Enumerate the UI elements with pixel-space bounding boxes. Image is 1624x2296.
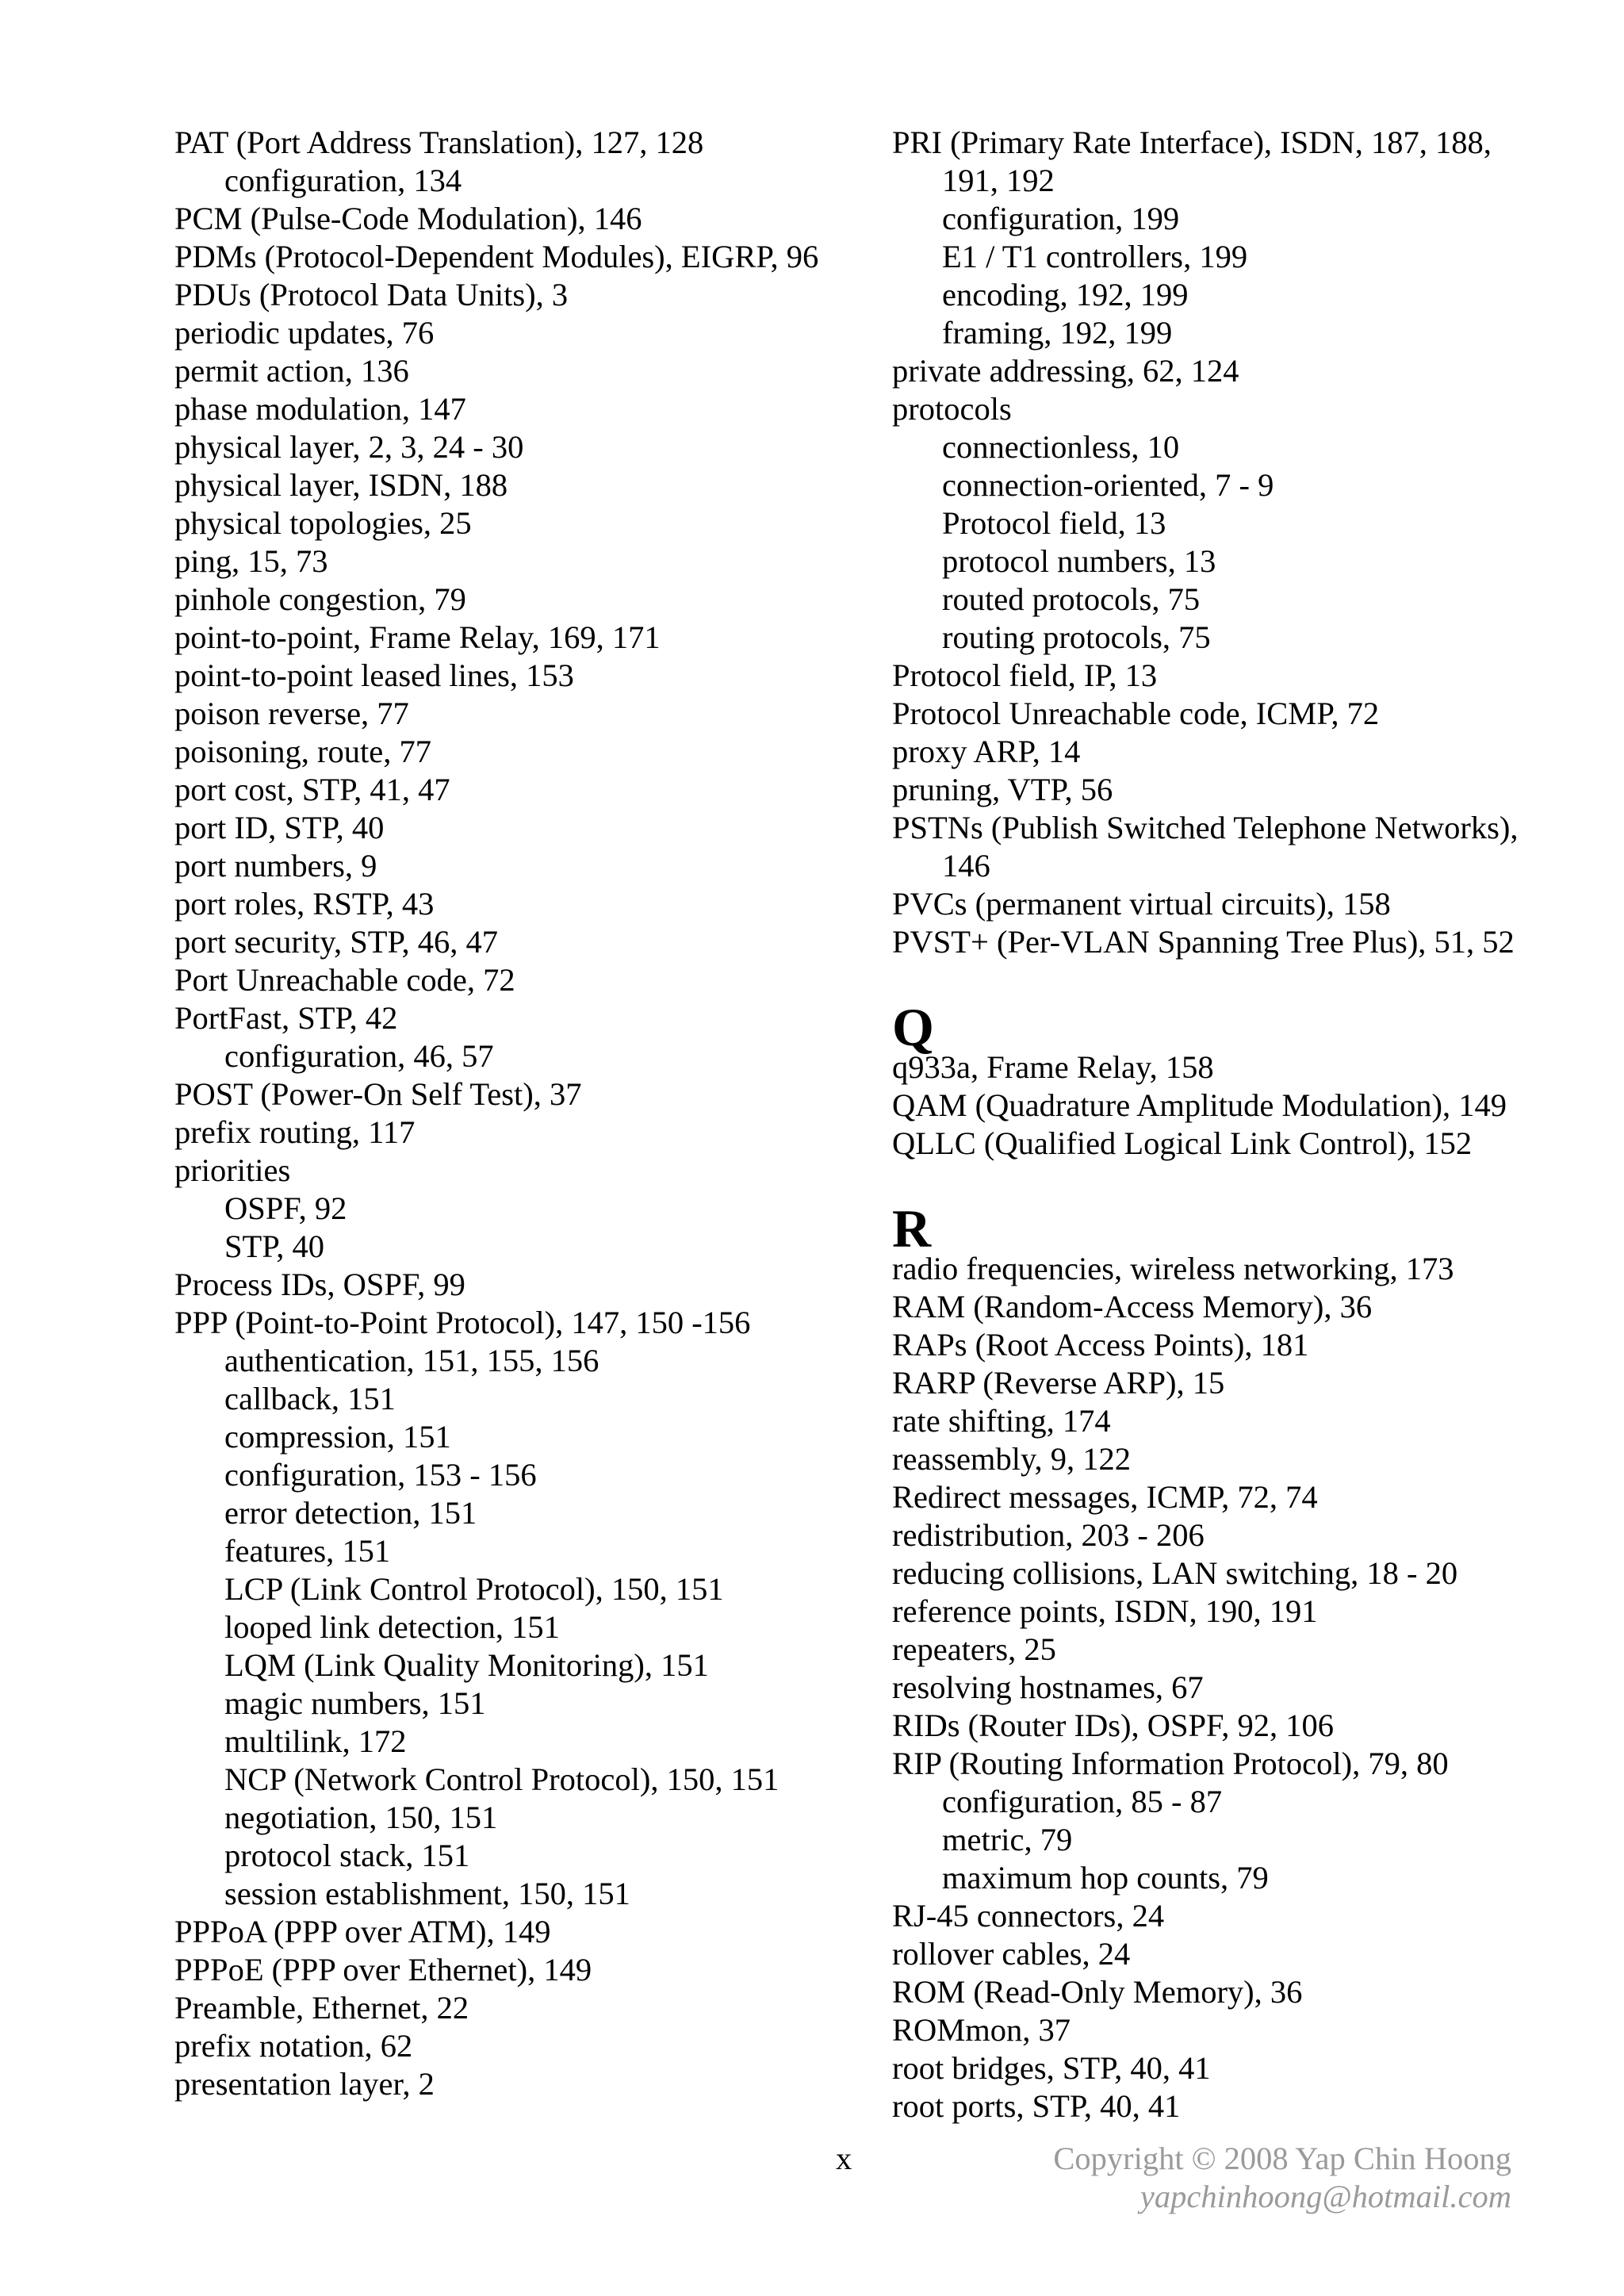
index-entry: phase modulation, 147 <box>174 391 466 427</box>
index-subentry: session establishment, 150, 151 <box>224 1876 630 1911</box>
index-entry: ROMmon, 37 <box>892 2012 1071 2048</box>
index-entry: periodic updates, 76 <box>174 315 435 351</box>
index-subentry: protocol numbers, 13 <box>942 543 1216 579</box>
index-subentry: LCP (Link Control Protocol), 150, 151 <box>224 1571 724 1607</box>
index-subentry: configuration, 199 <box>942 201 1180 236</box>
index-subentry: connectionless, 10 <box>942 429 1180 465</box>
section-letter-heading: Q <box>892 997 934 1057</box>
index-subentry: connection-oriented, 7 - 9 <box>942 467 1274 503</box>
index-entry: root bridges, STP, 40, 41 <box>892 2050 1211 2086</box>
index-entry: PortFast, STP, 42 <box>174 1000 398 1036</box>
index-subentry: E1 / T1 controllers, 199 <box>942 239 1248 274</box>
index-entry: reference points, ISDN, 190, 191 <box>892 1593 1318 1629</box>
index-subentry: configuration, 46, 57 <box>224 1038 494 1074</box>
index-entry: PDMs (Protocol-Dependent Modules), EIGRP, 96 <box>174 239 819 274</box>
index-subentry: authentication, 151, 155, 156 <box>224 1343 599 1378</box>
index-subentry: LQM (Link Quality Monitoring), 151 <box>224 1647 709 1683</box>
index-subentry: error detection, 151 <box>224 1495 477 1531</box>
index-entry: port ID, STP, 40 <box>174 810 385 845</box>
index-entry: RIP (Routing Information Protocol), 79, 80 <box>892 1746 1449 1781</box>
index-entry: redistribution, 203 - 206 <box>892 1517 1205 1553</box>
index-entry: point-to-point, Frame Relay, 169, 171 <box>174 619 661 655</box>
index-entry: PSTNs (Publish Switched Telephone Networks), <box>892 810 1519 845</box>
copyright-notice: Copyright © 2008 Yap Chin Hoong <box>1053 2141 1511 2176</box>
index-subentry: OSPF, 92 <box>224 1190 347 1226</box>
index-entry: physical layer, 2, 3, 24 - 30 <box>174 429 524 465</box>
index-entry: QLLC (Qualified Logical Link Control), 152 <box>892 1125 1473 1161</box>
index-entry: RAPs (Root Access Points), 181 <box>892 1327 1309 1363</box>
index-subentry: callback, 151 <box>224 1381 396 1416</box>
index-entry: Protocol Unreachable code, ICMP, 72 <box>892 696 1380 731</box>
index-entry: RAM (Random-Access Memory), 36 <box>892 1289 1373 1324</box>
index-subentry: looped link detection, 151 <box>224 1609 560 1645</box>
index-entry: PPPoE (PPP over Ethernet), 149 <box>174 1952 592 1987</box>
index-entry: PPP (Point-to-Point Protocol), 147, 150 -156 <box>174 1305 751 1340</box>
index-entry: priorities <box>174 1152 291 1188</box>
index-entry: reducing collisions, LAN switching, 18 - 20 <box>892 1555 1458 1591</box>
index-entry: reassembly, 9, 122 <box>892 1441 1132 1477</box>
index-entry: point-to-point leased lines, 153 <box>174 657 574 693</box>
index-entry: Process IDs, OSPF, 99 <box>174 1267 465 1302</box>
index-entry: ROM (Read-Only Memory), 36 <box>892 1974 1303 2010</box>
index-entry: POST (Power-On Self Test), 37 <box>174 1076 582 1112</box>
index-subentry: metric, 79 <box>942 1822 1073 1857</box>
index-subentry: 146 <box>942 848 990 884</box>
index-entry: physical layer, ISDN, 188 <box>174 467 508 503</box>
index-entry: q933a, Frame Relay, 158 <box>892 1049 1214 1085</box>
index-entry: port security, STP, 46, 47 <box>174 924 498 960</box>
index-entry: poison reverse, 77 <box>174 696 409 731</box>
index-entry: ping, 15, 73 <box>174 543 328 579</box>
index-entry: pinhole congestion, 79 <box>174 581 466 617</box>
index-subentry: features, 151 <box>224 1533 391 1569</box>
index-entry: rate shifting, 174 <box>892 1403 1111 1439</box>
index-entry: root ports, STP, 40, 41 <box>892 2088 1181 2124</box>
index-entry: private addressing, 62, 124 <box>892 353 1239 389</box>
index-subentry: maximum hop counts, 79 <box>942 1860 1269 1895</box>
index-entry: port cost, STP, 41, 47 <box>174 772 450 807</box>
index-subentry: framing, 192, 199 <box>942 315 1173 351</box>
index-entry: presentation layer, 2 <box>174 2066 435 2102</box>
index-entry: prefix notation, 62 <box>174 2028 413 2064</box>
index-entry: PDUs (Protocol Data Units), 3 <box>174 277 569 312</box>
index-entry: Preamble, Ethernet, 22 <box>174 1990 469 2026</box>
index-entry: RIDs (Router IDs), OSPF, 92, 106 <box>892 1708 1335 1743</box>
index-entry: poisoning, route, 77 <box>174 734 431 769</box>
index-entry: Port Unreachable code, 72 <box>174 962 515 998</box>
index-subentry: NCP (Network Control Protocol), 150, 151 <box>224 1761 779 1797</box>
index-entry: QAM (Quadrature Amplitude Modulation), 149 <box>892 1087 1507 1123</box>
page-number: x <box>836 2141 852 2176</box>
index-subentry: configuration, 153 - 156 <box>224 1457 537 1493</box>
index-entry: permit action, 136 <box>174 353 409 389</box>
index-subentry: compression, 151 <box>224 1419 451 1455</box>
index-subentry: routed protocols, 75 <box>942 581 1201 617</box>
index-entry: PAT (Port Address Translation), 127, 128 <box>174 125 704 160</box>
index-entry: resolving hostnames, 67 <box>892 1669 1204 1705</box>
index-column-left <box>174 124 856 2103</box>
index-subentry: magic numbers, 151 <box>224 1685 486 1721</box>
index-subentry: multilink, 172 <box>224 1723 407 1759</box>
author-email: yapchinhoong@hotmail.com <box>1139 2179 1511 2214</box>
index-entry: PPPoA (PPP over ATM), 149 <box>174 1914 551 1949</box>
index-entry: prefix routing, 117 <box>174 1114 416 1150</box>
index-subentry: protocol stack, 151 <box>224 1838 470 1873</box>
index-entry: RARP (Reverse ARP), 15 <box>892 1365 1225 1401</box>
index-entry: protocols <box>892 391 1012 427</box>
index-subentry: Protocol field, 13 <box>942 505 1166 541</box>
index-entry: port numbers, 9 <box>174 848 377 884</box>
index-entry: PCM (Pulse-Code Modulation), 146 <box>174 201 642 236</box>
index-entry: RJ-45 connectors, 24 <box>892 1898 1165 1934</box>
index-subentry: 191, 192 <box>942 163 1055 198</box>
index-subentry: negotiation, 150, 151 <box>224 1800 498 1835</box>
index-entry: PVCs (permanent virtual circuits), 158 <box>892 886 1391 922</box>
index-entry: port roles, RSTP, 43 <box>174 886 435 922</box>
index-entry: proxy ARP, 14 <box>892 734 1081 769</box>
index-entry: pruning, VTP, 56 <box>892 772 1113 807</box>
section-letter-heading: R <box>892 1198 932 1259</box>
index-entry: radio frequencies, wireless networking, 173 <box>892 1251 1454 1286</box>
index-entry: PVST+ (Per-VLAN Spanning Tree Plus), 51, 52 <box>892 924 1515 960</box>
index-entry: Protocol field, IP, 13 <box>892 657 1158 693</box>
index-column-right <box>892 124 1590 2125</box>
index-subentry: configuration, 85 - 87 <box>942 1784 1223 1819</box>
index-subentry: STP, 40 <box>224 1228 325 1264</box>
index-entry: PRI (Primary Rate Interface), ISDN, 187, 188, <box>892 125 1492 160</box>
index-subentry: configuration, 134 <box>224 163 462 198</box>
index-subentry: routing protocols, 75 <box>942 619 1211 655</box>
index-entry: physical topologies, 25 <box>174 505 472 541</box>
index-entry: repeaters, 25 <box>892 1631 1056 1667</box>
index-subentry: encoding, 192, 199 <box>942 277 1189 312</box>
index-entry: rollover cables, 24 <box>892 1936 1131 1972</box>
index-entry: Redirect messages, ICMP, 72, 74 <box>892 1479 1318 1515</box>
